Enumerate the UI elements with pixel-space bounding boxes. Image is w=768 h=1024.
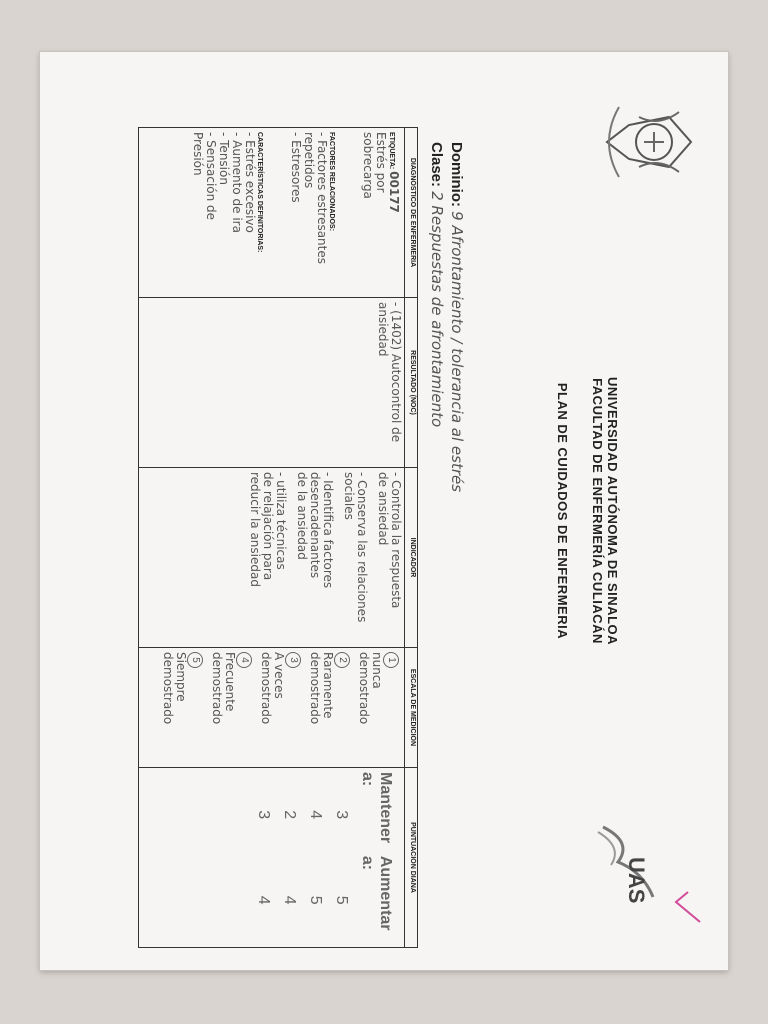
- puntuacion-cell: [139, 768, 405, 948]
- plan-title: PLAN DE CUIDADOS DE ENFERMERIA: [555, 382, 570, 640]
- header-escala: ESCALA DE MEDICIÓN: [405, 648, 418, 768]
- dominio-label: Dominio:: [448, 142, 465, 207]
- score-row-4: [254, 772, 272, 943]
- header-puntuacion: [405, 768, 418, 948]
- scale-text-3b: demostrado: [259, 652, 273, 725]
- scale-text-1: nunca demostrado: [357, 652, 384, 725]
- indicador-2-line-1: - Conserva las relaciones: [355, 472, 369, 623]
- university-name: UNIVERSIDAD AUTÓNOMA DE SINALOA: [605, 376, 620, 646]
- caracteristica-4: - Sensación de: [204, 132, 218, 221]
- svg-text:UAS: UAS: [624, 857, 649, 904]
- score-mantener: 3: [333, 810, 350, 820]
- scale-item: [210, 652, 255, 763]
- puntuacion-title: PUNTUACIÓN DIANA: [409, 822, 416, 893]
- caracteristica-1: - Estrés excesivo: [243, 132, 257, 233]
- indicador-item: [342, 472, 368, 643]
- score-aumentar: 5: [307, 895, 324, 905]
- scale-text-5a: Siempre: [174, 652, 188, 702]
- care-plan-table: [138, 127, 418, 948]
- indicador-3-line-3: de la ansiedad: [295, 472, 309, 560]
- factores-2: repetidos: [302, 132, 316, 189]
- caracteristica-5: Presión: [191, 132, 205, 176]
- scale-text-4a: Frecuente: [223, 652, 237, 712]
- indicador-3-line-2: desencadenantes: [308, 472, 322, 579]
- factores-3: - Estresores: [289, 132, 303, 203]
- score-row-2: [306, 772, 324, 943]
- scale-number-2: 2: [334, 652, 350, 668]
- clase-value: 2 Respuestas de afrontamiento: [428, 191, 446, 428]
- score-aumentar: 5: [333, 895, 350, 905]
- diagnostico-cell: [139, 128, 405, 298]
- etiqueta-text-2: sobrecarga: [361, 132, 375, 199]
- indicador-1-line-1: - Controla la respuesta: [389, 472, 403, 609]
- header-resultado: RESULTADO (NOC): [405, 298, 418, 468]
- mantener-label: Mantener a:: [359, 772, 394, 844]
- caracteristicas-label: CARACTERÍSTICAS DEFINITORIAS:: [256, 132, 263, 253]
- etiqueta-value: 00177: [387, 171, 401, 213]
- scale-number-4: 4: [236, 652, 252, 668]
- indicador-4-line-3: reducir la ansiedad: [248, 472, 262, 587]
- indicador-4-line-1: - utiliza técnicas: [274, 472, 288, 570]
- indicador-3-line-1: - Identifica factores: [321, 472, 335, 589]
- indicador-item: [295, 472, 334, 643]
- clase-row: [428, 142, 446, 427]
- clase-label: Clase:: [428, 142, 445, 188]
- factores-1: - Factores estresantes: [315, 132, 329, 265]
- indicador-1-line-2: de ansiedad: [376, 472, 390, 546]
- etiqueta-row: [387, 132, 400, 293]
- scale-text-4b: demostrado: [210, 652, 224, 725]
- check-mark-icon: [663, 887, 708, 927]
- scale-text-2b: demostrado: [308, 652, 322, 725]
- escala-cell: [139, 648, 405, 768]
- scale-text-5b: demostrado: [161, 652, 175, 725]
- header-indicador: INDICADOR: [405, 468, 418, 648]
- scale-number-3: 3: [285, 652, 301, 668]
- indicador-item: [376, 472, 402, 643]
- indicador-cell: [139, 468, 405, 648]
- scale-number-5: 5: [187, 652, 203, 668]
- scale-item: [259, 652, 304, 763]
- scale-item: [357, 652, 402, 763]
- score-mantener: 4: [307, 810, 324, 820]
- aumentar-label: Aumentar a:: [359, 855, 394, 931]
- scale-text-2a: Raramente: [321, 652, 335, 719]
- faculty-name: FACULTAD DE ENFERMERÍA CULIACÁN: [590, 378, 605, 644]
- rotated-page-content: [40, 52, 728, 970]
- score-mantener: 2: [281, 810, 298, 820]
- etiqueta-label: ETIQUETA:: [388, 132, 395, 170]
- resultado-line-1: - (1402) Autocontrol de: [389, 302, 403, 443]
- resultado-cell: [139, 298, 405, 468]
- caracteristica-3: - Tensión: [217, 132, 231, 185]
- dominio-row: [448, 142, 466, 492]
- scale-text-3a: A veces: [272, 652, 286, 699]
- indicador-4-line-2: de relajación para: [261, 472, 275, 581]
- scale-number-1: 1: [383, 652, 399, 668]
- scale-item: [161, 652, 206, 763]
- score-aumentar: 4: [281, 895, 298, 905]
- header-diagnostico: DIAGNÓSTICO DE ENFERMERIA: [405, 128, 418, 298]
- score-row-3: [280, 772, 298, 943]
- score-mantener: 3: [255, 810, 272, 820]
- etiqueta-text-1: Estrés por: [374, 132, 388, 193]
- indicador-2-line-2: sociales: [342, 472, 356, 520]
- score-row-1: [332, 772, 350, 943]
- puntuacion-subheaders: [358, 772, 394, 943]
- score-aumentar: 4: [255, 895, 272, 905]
- caracteristica-2: - Aumento de ira: [230, 132, 244, 233]
- resultado-line-2: ansiedad: [376, 302, 390, 357]
- indicador-item: [248, 472, 287, 643]
- document-page: [40, 52, 728, 970]
- factores-label: FACTORES RELACIONADOS:: [328, 132, 335, 232]
- dominio-value: 9 Afrontamiento / tolerancia al estrés: [448, 211, 466, 493]
- scale-item: [308, 652, 353, 763]
